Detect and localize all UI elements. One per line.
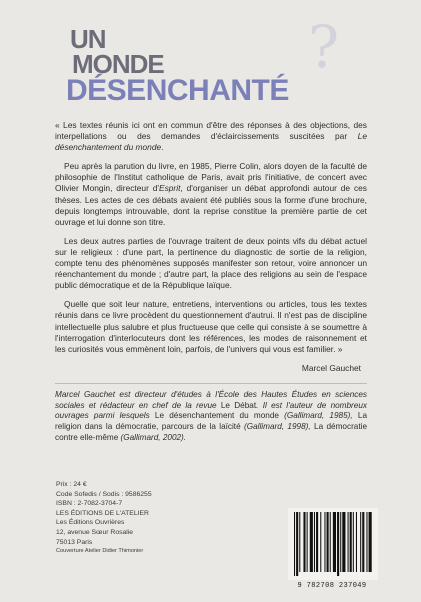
- barcode-bar: [303, 512, 305, 572]
- barcode-bar: [356, 512, 357, 572]
- barcode-bar: [310, 512, 313, 572]
- barcode-bar: [307, 512, 308, 572]
- paragraph-2-journal: Esprit: [159, 183, 181, 194]
- barcode-bar: [314, 512, 315, 572]
- barcode-bar: [333, 512, 336, 572]
- bio-publisher-3: (Gallimard, 2002).: [118, 432, 187, 442]
- barcode-bar: [296, 512, 298, 576]
- isbn: ISBN : 2-7082-3704-7: [56, 500, 123, 508]
- bio-book-3: La démocratie contre elle-même: [55, 422, 367, 442]
- barcode-bar: [360, 512, 361, 572]
- publication-info: [56, 480, 246, 557]
- paragraph-1-text: « Les textes réunis ici ont en commun d'être des réponses à des objections, des interpellations ou des demandes d'éclaircissements suscitées par: [55, 120, 367, 142]
- publisher-imprint: Les Éditions Ouvrières: [56, 519, 125, 527]
- title-line-3: DÉSENCHANTÉ: [66, 74, 289, 107]
- barcode-bar: [299, 512, 300, 572]
- barcode-bar: [324, 512, 325, 572]
- author-signature: Marcel Gauchet: [301, 362, 361, 373]
- paragraph-1: [55, 120, 367, 153]
- price: Prix : 24 €: [56, 481, 87, 488]
- bio-text-1: Marcel Gauchet est directeur d'études à l'École des Hautes Études en sciences sociales et rédacteur en chef de la revue: [55, 389, 367, 410]
- bio-publisher-1: (Gallimard, 1985),: [278, 411, 358, 421]
- barcode-bar: [366, 512, 367, 572]
- barcode-bar: [330, 512, 331, 572]
- cover-credit: Couverture Atelier Didier Thimonier: [56, 548, 144, 555]
- author-bio: [55, 390, 367, 444]
- barcode-bar: [337, 512, 339, 576]
- barcode-bar: [369, 512, 372, 572]
- paragraph-4: Quelle que soit leur nature, entretiens, interventions ou articles, tous les textes réunis dans ce livre procèdent du questionnement d'autrui. Il n'est pas de discipline intellectuelle plus salubre et plus fructueuse que celle qui consiste à se soumettre à l'interrogation d'interlocuteurs dont les références, les modes de raisonnement et les curiosités vous emmènent loin, parfois, de l'univers qui vous est familier. »: [55, 299, 367, 354]
- paragraph-2-end: , d'organiser un débat approfondi autour de ces thèses. Les actes de ces débats avaient été publiés sous la forme d'une brochure, depuis longtemps introuvable, dont la reprise constitue la première partie de cet ouvrage et lui donne son titre.: [55, 183, 367, 227]
- bio-book-1: Le désenchantement du monde: [154, 411, 279, 421]
- barcode-bar: [350, 512, 352, 572]
- blurb: [55, 120, 367, 444]
- book-title: [64, 13, 344, 118]
- barcode-bar: [348, 512, 349, 572]
- barcode-bar: [327, 512, 329, 572]
- title-line-2: MONDE: [72, 49, 164, 79]
- paragraph-3: Les deux autres parties de l'ouvrage traitent de deux points vifs du débat actuel sur le religieux : d'une part, la pertinence du diagnostic de sortie de la religion, compte tenu des phénomènes supposés manifester son retour, voire annoncer un réenchantement du monde ; d'autre part, la place des religions au sein de l'espace public démocratique et de la République laïque.: [55, 235, 367, 291]
- bio-journal: Le Débat: [220, 400, 257, 410]
- paragraph-2: [55, 161, 367, 228]
- bio-publisher-2: (Gallimard, 1998),: [240, 422, 315, 432]
- publisher-name: LES ÉDITIONS DE L'ATELIER: [56, 509, 149, 517]
- bio-book-2: La religion dans la démocratie, parcours de la laïcité: [55, 411, 367, 432]
- distributor-code: Code Sofedis / Sodis : 9586255: [56, 490, 152, 498]
- barcode-bar: [362, 512, 364, 572]
- barcode-bar: [342, 512, 345, 572]
- barcode: [288, 508, 378, 580]
- barcode-bars: [288, 508, 378, 580]
- barcode-number: 9 782708 237049: [297, 582, 367, 590]
- question-mark-glyph: ?: [308, 13, 340, 81]
- barcode-bar: [320, 512, 321, 572]
- barcode-bar: [353, 512, 354, 572]
- barcode-bar: [294, 512, 295, 576]
- title-line-1: UN: [70, 24, 106, 54]
- bio-text-2: . Il est l'auteur de nombreux ouvrages parmi lesquels: [55, 400, 367, 421]
- paragraph-1-book-title: Le désenchantement du monde: [55, 131, 367, 153]
- barcode-bar: [340, 512, 341, 572]
- publisher-street: 12, avenue Sœur Rosalie: [56, 528, 134, 536]
- divider: [55, 383, 367, 384]
- barcode-bar: [316, 512, 318, 572]
- paragraph-2-text: Peu après la parution du livre, en 1985, Pierre Colin, alors doyen de la faculté de philosophie de l'Institut catholique de Paris, avait pris l'initiative, de concert avec Olivier Mongin, directeur d': [55, 161, 367, 194]
- paragraph-1-end: .: [161, 142, 164, 153]
- publisher-city: 75013 Paris: [56, 538, 93, 546]
